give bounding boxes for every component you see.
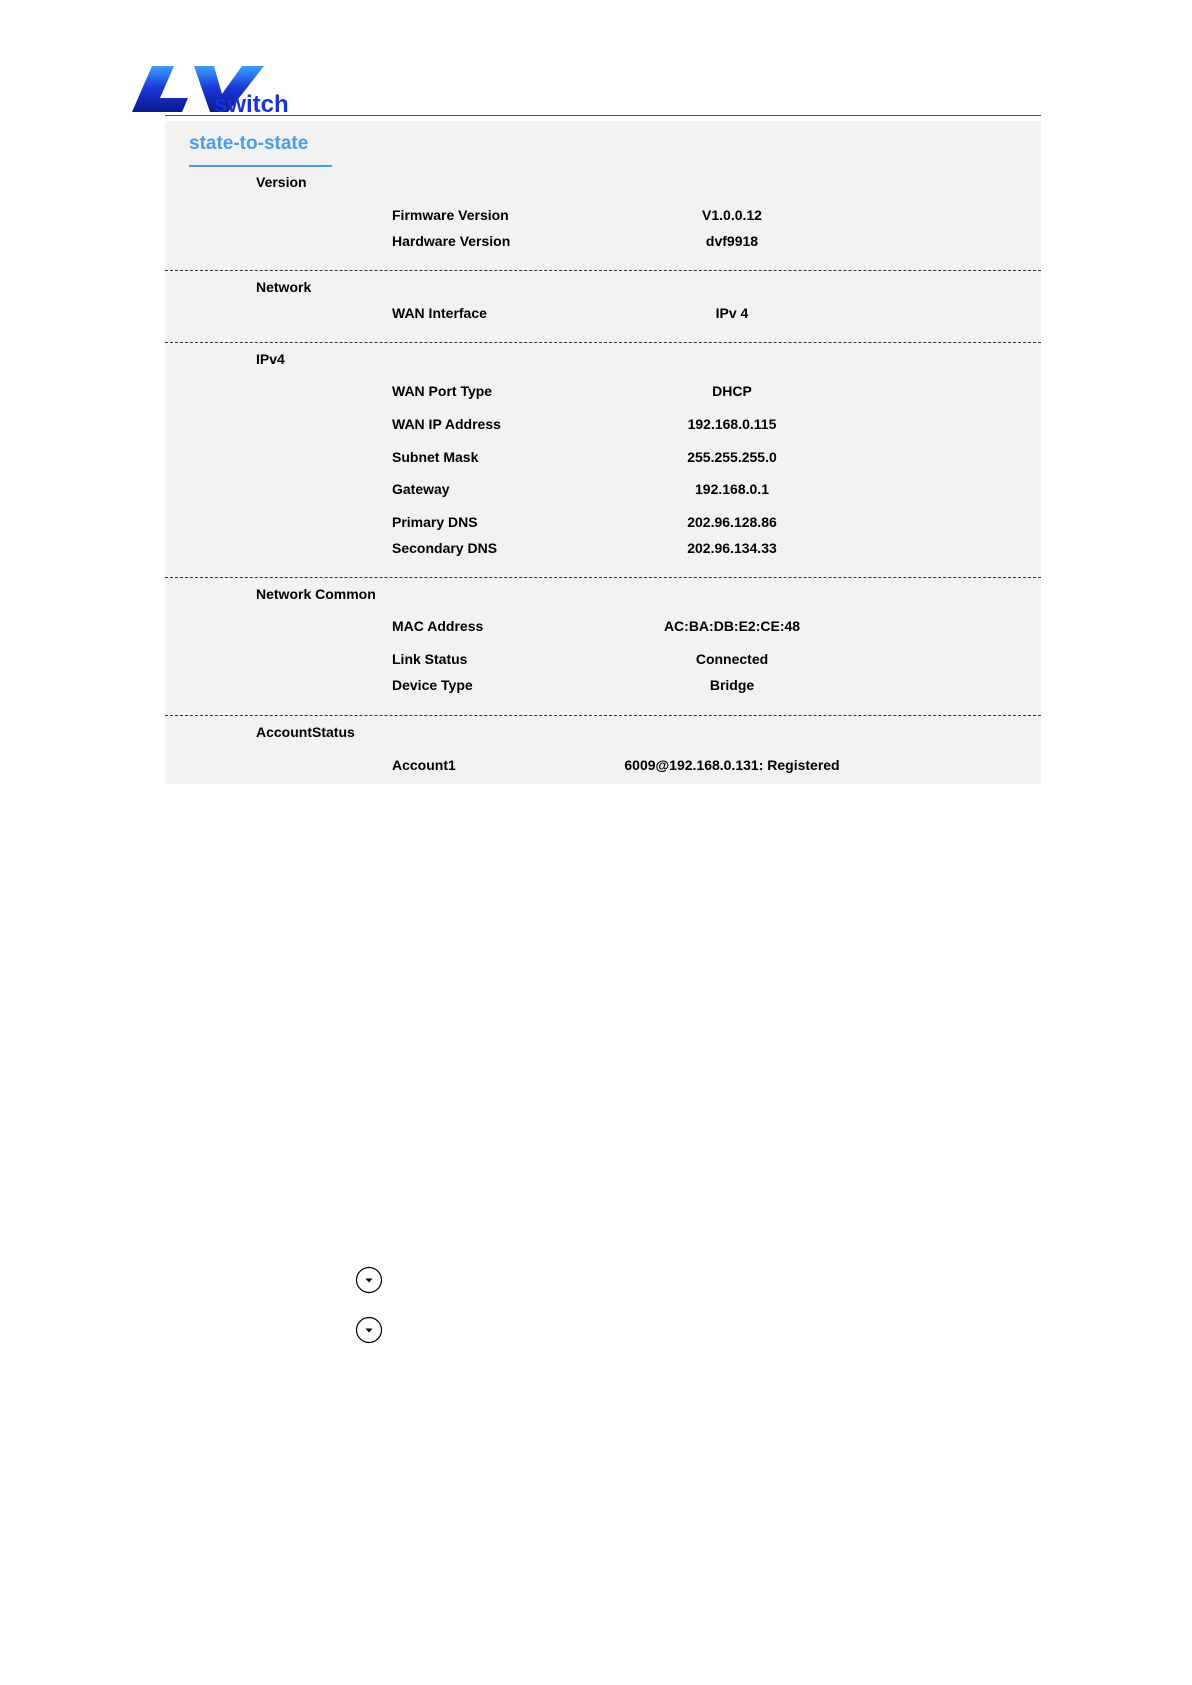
section-title-version: Version <box>256 174 307 190</box>
row-subnet-mask <box>165 449 1041 469</box>
section-title-account-status: AccountStatus <box>256 724 355 740</box>
row-secondary-dns <box>165 540 1041 560</box>
row-label: Firmware Version <box>392 207 509 223</box>
section-divider <box>165 715 1041 716</box>
row-value: AC:BA:DB:E2:CE:48 <box>663 618 801 634</box>
row-label: Hardware Version <box>392 233 511 249</box>
row-value: 202.96.134.33 <box>687 540 777 556</box>
tab-active-underline <box>189 165 332 167</box>
row-label: MAC Address <box>392 618 484 634</box>
row-label: Primary DNS <box>392 514 478 530</box>
section-divider <box>165 577 1041 578</box>
row-label: WAN Interface <box>392 305 487 321</box>
section-title-network-common: Network Common <box>256 586 376 602</box>
row-gateway <box>165 481 1041 501</box>
section-divider <box>165 270 1041 271</box>
tab-state-to-state[interactable]: state-to-state <box>189 133 309 154</box>
chevron-down-circle-icon[interactable] <box>355 1266 383 1294</box>
section-title-ipv4: IPv4 <box>256 351 285 367</box>
row-value: 6009@192.168.0.131: Registered <box>624 757 840 773</box>
row-value: 202.96.128.86 <box>687 514 777 530</box>
row-value: 255.255.255.0 <box>687 449 777 465</box>
row-label: Secondary DNS <box>392 540 498 556</box>
row-link-status <box>165 651 1041 671</box>
row-device-type <box>165 677 1041 697</box>
row-label: Gateway <box>392 481 450 497</box>
row-primary-dns <box>165 514 1041 534</box>
section-title-network: Network <box>256 279 312 295</box>
row-label: WAN IP Address <box>392 416 501 432</box>
row-wan-port-type <box>165 383 1041 403</box>
row-label: Device Type <box>392 677 473 693</box>
row-wan-interface <box>165 305 1041 325</box>
row-label: Subnet Mask <box>392 449 479 465</box>
header-divider <box>165 115 1041 116</box>
brand-logo <box>130 60 310 118</box>
logo-word: switch <box>214 91 289 118</box>
row-label: Account1 <box>392 757 456 773</box>
row-wan-ip-address <box>165 416 1041 436</box>
row-label: WAN Port Type <box>392 383 493 399</box>
row-value: DHCP <box>712 383 752 399</box>
status-panel <box>165 121 1041 784</box>
row-value: Bridge <box>709 677 755 693</box>
row-mac-address <box>165 618 1041 638</box>
chevron-down-circle-icon[interactable] <box>355 1316 383 1344</box>
row-value: V1.0.0.12 <box>702 207 762 223</box>
row-value: 192.168.0.115 <box>687 416 777 432</box>
row-label: Link Status <box>392 651 468 667</box>
row-value: 192.168.0.1 <box>695 481 769 497</box>
row-value: IPv 4 <box>715 305 749 321</box>
row-value: dvf9918 <box>705 233 759 249</box>
lvswitch-logo-icon <box>130 60 310 118</box>
row-account1 <box>165 757 1041 777</box>
section-divider <box>165 342 1041 343</box>
row-firmware-version <box>165 207 1041 227</box>
row-value: Connected <box>695 651 769 667</box>
row-hardware-version <box>165 233 1041 253</box>
